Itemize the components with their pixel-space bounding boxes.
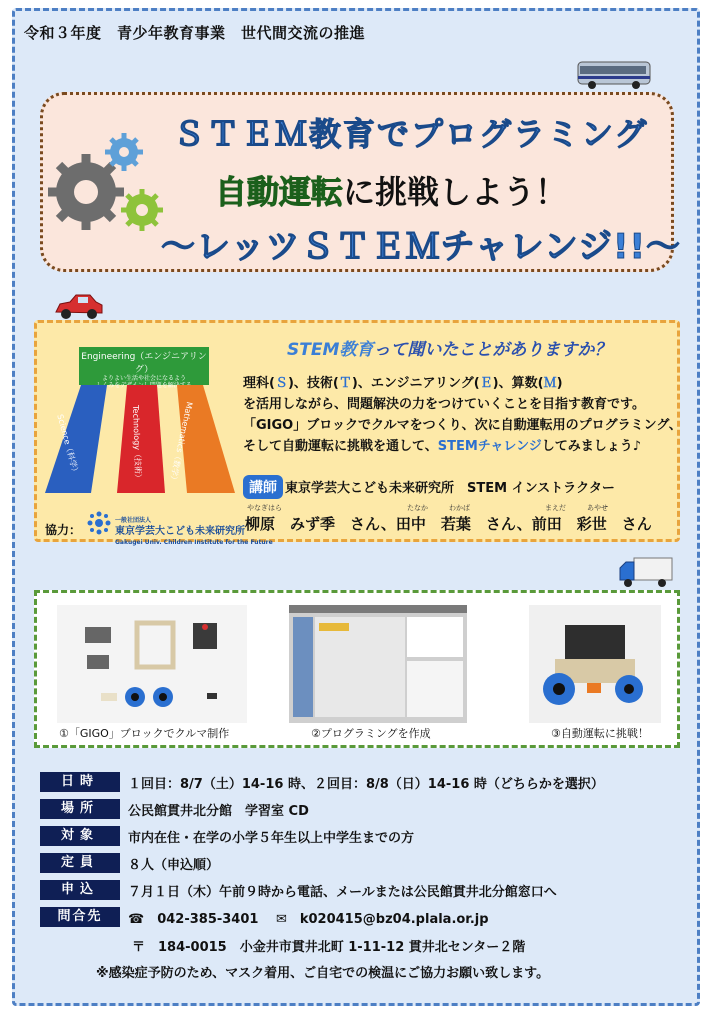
info-label: 問合先 [40,907,120,927]
stem-line-4: そして自動運転に挑戦を通して、STEMチャレンジしてみましょう♪ [243,439,642,454]
title-line-1: ＳＴＥＭ教育でプログラミング [173,115,649,153]
cooperation-org-small: 一般社団法人 [115,517,152,524]
engineering-bar [79,347,209,385]
photo-programming-screen [289,605,467,723]
info-value: 公民館貫井北分館 学習室 CD [128,804,309,819]
info-value: １回目：8/7（土）14-16 時、２回目：8/8（日）14-16 時（どちらかを選択） [128,777,604,792]
ruby-tanaka: たなか [407,504,428,512]
technology-label: Technology（技術） [131,405,143,483]
cooperation-org-name: 東京学芸大こども未来研究所 [115,526,245,537]
info-label: 定員 [40,853,120,873]
car-icon [52,292,106,322]
science-label: Science（科学） [55,413,81,477]
institute-logo-icon [87,511,111,535]
photo-self-driving-car [529,605,661,723]
mathematics-label: Mathematics（数学） [167,400,195,485]
caption-3: ③自動運転に挑戦！ [551,727,649,740]
title-line-2-rest: に挑戦しよう！ [343,173,568,211]
info-value: ８人（申込順） [128,858,220,873]
stem-line-2: を活用しながら、問題解決の力をつけていくことを目指す教育です。 [243,397,645,412]
stem-question-term: STEM教育 [287,340,374,360]
lecturer-org: 東京学芸大こども未来研究所 STEM インストラクター [285,481,615,496]
caption-2: ②プログラミングを作成 [311,727,431,740]
stem-description [243,373,682,457]
ruby-wakaba: わかば [449,504,470,512]
ruby-maeda: まえだ [545,504,566,512]
caption-1: ①「GIGO」ブロックでクルマ制作 [59,727,230,740]
ruby-ayase: あやせ [587,504,608,512]
photo-box [34,590,680,748]
info-label: 日時 [40,772,120,792]
gears-icon [44,130,174,240]
address: 〒 184-0015 小金井市貫井北町 1-11-12 貫井北センター２階 [132,940,526,955]
engineering-sub-1: よりよい生活や社会になるよう [101,375,186,382]
engineering-title: Engineering（エンジニアリング） [81,352,207,375]
stem-question [287,335,611,360]
notice: ※感染症予防のため、マスク着用、ご自宅での検温にご協力お願い致します。 [96,966,550,981]
stem-line-3: 「GIGO」ブロックでクルマをつくり、次に自動運転用のプログラミング、 [243,418,682,433]
info-label: 対象 [40,826,120,846]
lecturer-names: 柳原 みず季 さん、田中 若葉 さん、前田 彩世 さん [245,515,652,533]
cooperation-org-en: Gakugei Univ. Children Institute for the Future [115,539,273,546]
stem-line-1: 理科(Ｓ)、技術(Ｔ)、エンジニアリング(Ｅ)、算数(Ｍ) [243,376,563,391]
info-value: 市内在住・在学の小学５年生以上中学生までの方 [128,831,415,846]
stem-info-box [34,320,682,546]
header-title: 令和３年度 青少年教育事業 世代間交流の推進 [24,24,366,42]
photo-gigo-blocks [57,605,247,723]
info-label: 場所 [40,799,120,819]
title-highlight: 自動運転 [215,173,344,211]
info-value: ☎ 042-385-3401 ✉ k020415@bz04.plala.or.jp [128,912,489,927]
cooperation-org [115,515,273,548]
ruby-yanagihara: やなぎはら [247,504,282,512]
stem-question-rest: って聞いたことがありますか？ [373,340,612,360]
title-line-3: ～レッツＳＴＥＭチャレンジ!!～ [161,227,681,267]
cooperation-label: 協力： [45,523,82,537]
bus-icon [576,58,654,92]
title-line-2 [215,167,567,213]
truck-icon [618,556,674,590]
info-label: 申込 [40,880,120,900]
info-value: ７月１日（木）午前９時から電話、メールまたは公民館貫井北分館窓口へ [128,885,557,900]
lecturer-badge: 講師 [243,475,283,499]
